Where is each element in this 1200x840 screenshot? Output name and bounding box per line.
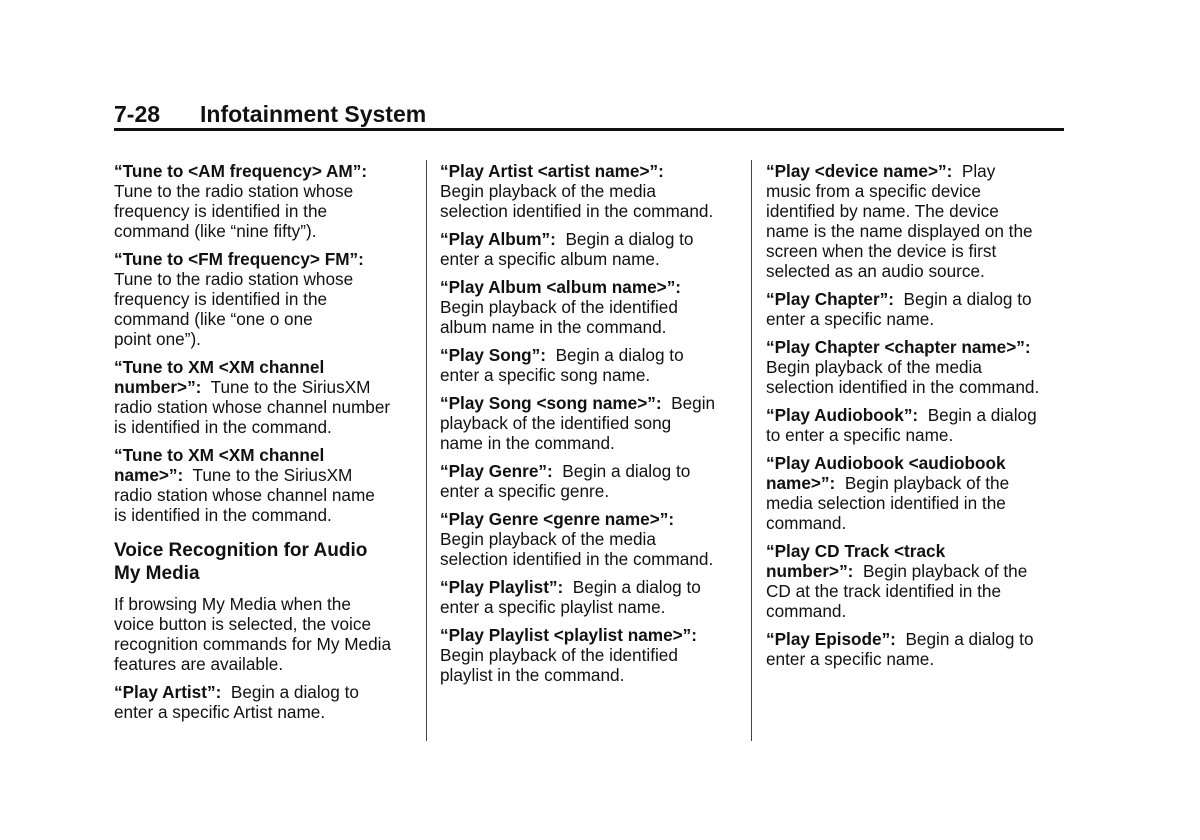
command-term: “Tune to <FM frequency> FM”: (114, 249, 364, 269)
command-term: “Play Genre <genre name>”: (440, 509, 675, 529)
description-text: Begin (671, 393, 716, 413)
command-term: “Play Album <album name>”: (440, 277, 682, 297)
description-text: Begin a dialog to (562, 461, 691, 481)
description-text: Play (961, 161, 996, 181)
command-entry (440, 577, 745, 617)
description-line: CD at the track identified in the (766, 581, 1002, 601)
description-line: command. (766, 513, 847, 533)
description-text: Begin playback of the (844, 473, 1010, 493)
command-entry (766, 541, 1071, 621)
description-line: command. (766, 601, 847, 621)
command-entry (114, 249, 419, 349)
command-term: “Play Chapter”: (766, 289, 894, 309)
description-line: Begin playback of the identified (440, 297, 678, 317)
column-1 (114, 161, 419, 730)
section-heading-line: My Media (114, 563, 200, 584)
command-entry (440, 229, 745, 269)
description-line: enter a specific album name. (440, 249, 660, 269)
column-divider (751, 160, 752, 741)
description-text: Tune to the SiriusXM (192, 465, 353, 485)
command-entry (766, 453, 1071, 533)
header-rule (114, 128, 1064, 131)
description-line: Begin playback of the media (766, 357, 982, 377)
description-line: frequency is identified in the (114, 289, 328, 309)
description-line: playlist in the command. (440, 665, 625, 685)
description-line: command (like “one o one (114, 309, 313, 329)
description-line: radio station whose channel name (114, 485, 375, 505)
description-line: enter a specific name. (766, 309, 935, 329)
description-line: media selection identified in the (766, 493, 1006, 513)
description-line: is identified in the command. (114, 505, 332, 525)
command-entry (114, 357, 419, 437)
command-term: “Tune to XM <XM channel (114, 357, 325, 377)
description-line: Begin playback of the media (440, 181, 656, 201)
command-entry (766, 161, 1071, 281)
description-line: identified by name. The device (766, 201, 999, 221)
command-entry (766, 629, 1071, 669)
description-line: enter a specific playlist name. (440, 597, 666, 617)
description-line: radio station whose channel number (114, 397, 391, 417)
description-line: album name in the command. (440, 317, 667, 337)
paragraph-line: voice button is selected, the voice (114, 614, 372, 634)
description-line: playback of the identified song (440, 413, 672, 433)
command-entry (440, 277, 745, 337)
command-term: “Play Song”: (440, 345, 547, 365)
command-entry (766, 337, 1071, 397)
description-line: selection identified in the command. (766, 377, 1040, 397)
command-term: “Play Album”: (440, 229, 556, 249)
command-entry (440, 345, 745, 385)
description-line: music from a specific device (766, 181, 981, 201)
description-line: selection identified in the command. (440, 549, 714, 569)
paragraph-line: features are available. (114, 654, 284, 674)
command-term: “Play Artist <artist name>”: (440, 161, 664, 181)
description-line: selected as an audio source. (766, 261, 985, 281)
description-line: frequency is identified in the (114, 201, 328, 221)
command-entry (766, 405, 1071, 445)
description-text: Begin a dialog to (905, 629, 1034, 649)
description-line: is identified in the command. (114, 417, 332, 437)
column-3 (766, 161, 1071, 677)
command-term: “Play Audiobook”: (766, 405, 919, 425)
description-line: command (like “nine fifty”). (114, 221, 317, 241)
description-text: Begin a dialog to (230, 682, 359, 702)
description-line: point one”). (114, 329, 201, 349)
description-line: selection identified in the command. (440, 201, 714, 221)
description-line: enter a specific name. (766, 649, 935, 669)
description-line: Tune to the radio station whose (114, 181, 354, 201)
command-term: number>”: (114, 377, 202, 397)
description-text: Begin a dialog to (555, 345, 684, 365)
intro-paragraph (114, 594, 419, 674)
command-term: “Tune to XM <XM channel (114, 445, 325, 465)
description-line: enter a specific genre. (440, 481, 610, 501)
command-entry (440, 461, 745, 501)
description-text: Begin a dialog to (572, 577, 701, 597)
command-term: “Play Chapter <chapter name>”: (766, 337, 1031, 357)
command-term: “Play Artist”: (114, 682, 222, 702)
command-term: “Play Genre”: (440, 461, 553, 481)
command-term: “Play <device name>”: (766, 161, 953, 181)
description-line: screen when the device is first (766, 241, 997, 261)
section-heading-line: Voice Recognition for Audio (114, 540, 368, 561)
paragraph-line: recognition commands for My Media (114, 634, 392, 654)
description-line: enter a specific song name. (440, 365, 651, 385)
description-line: Begin playback of the media (440, 529, 656, 549)
column-divider (426, 160, 427, 741)
command-entry (114, 161, 419, 241)
description-line: name is the name displayed on the (766, 221, 1033, 241)
description-line: to enter a specific name. (766, 425, 954, 445)
description-text: Begin a dialog to (565, 229, 694, 249)
command-term: number>”: (766, 561, 854, 581)
description-text: Begin playback of the (862, 561, 1028, 581)
page-title: Infotainment System (200, 101, 427, 127)
command-term: “Play Playlist”: (440, 577, 564, 597)
command-term: “Play Song <song name>”: (440, 393, 662, 413)
command-entry (440, 625, 745, 685)
description-line: enter a specific Artist name. (114, 702, 326, 722)
page-number: 7-28 (114, 101, 161, 127)
section-heading (114, 539, 419, 585)
command-entry (766, 289, 1071, 329)
command-term: “Play Episode”: (766, 629, 896, 649)
command-entry (440, 393, 745, 453)
command-term: “Play Playlist <playlist name>”: (440, 625, 697, 645)
command-entry (114, 682, 419, 722)
command-entry (114, 445, 419, 525)
description-text: Begin a dialog to (903, 289, 1032, 309)
command-term: name>”: (114, 465, 184, 485)
description-text: Tune to the SiriusXM (210, 377, 371, 397)
command-term: name>”: (766, 473, 836, 493)
command-term: “Tune to <AM frequency> AM”: (114, 161, 368, 181)
command-term: “Play Audiobook <audiobook (766, 453, 1006, 473)
column-2 (440, 161, 745, 693)
description-line: Tune to the radio station whose (114, 269, 354, 289)
page-header (114, 101, 1064, 131)
command-entry (440, 161, 745, 221)
description-line: Begin playback of the identified (440, 645, 678, 665)
description-text: Begin a dialog (927, 405, 1037, 425)
paragraph-line: If browsing My Media when the (114, 594, 351, 614)
command-entry (440, 509, 745, 569)
description-line: name in the command. (440, 433, 615, 453)
command-term: “Play CD Track <track (766, 541, 946, 561)
